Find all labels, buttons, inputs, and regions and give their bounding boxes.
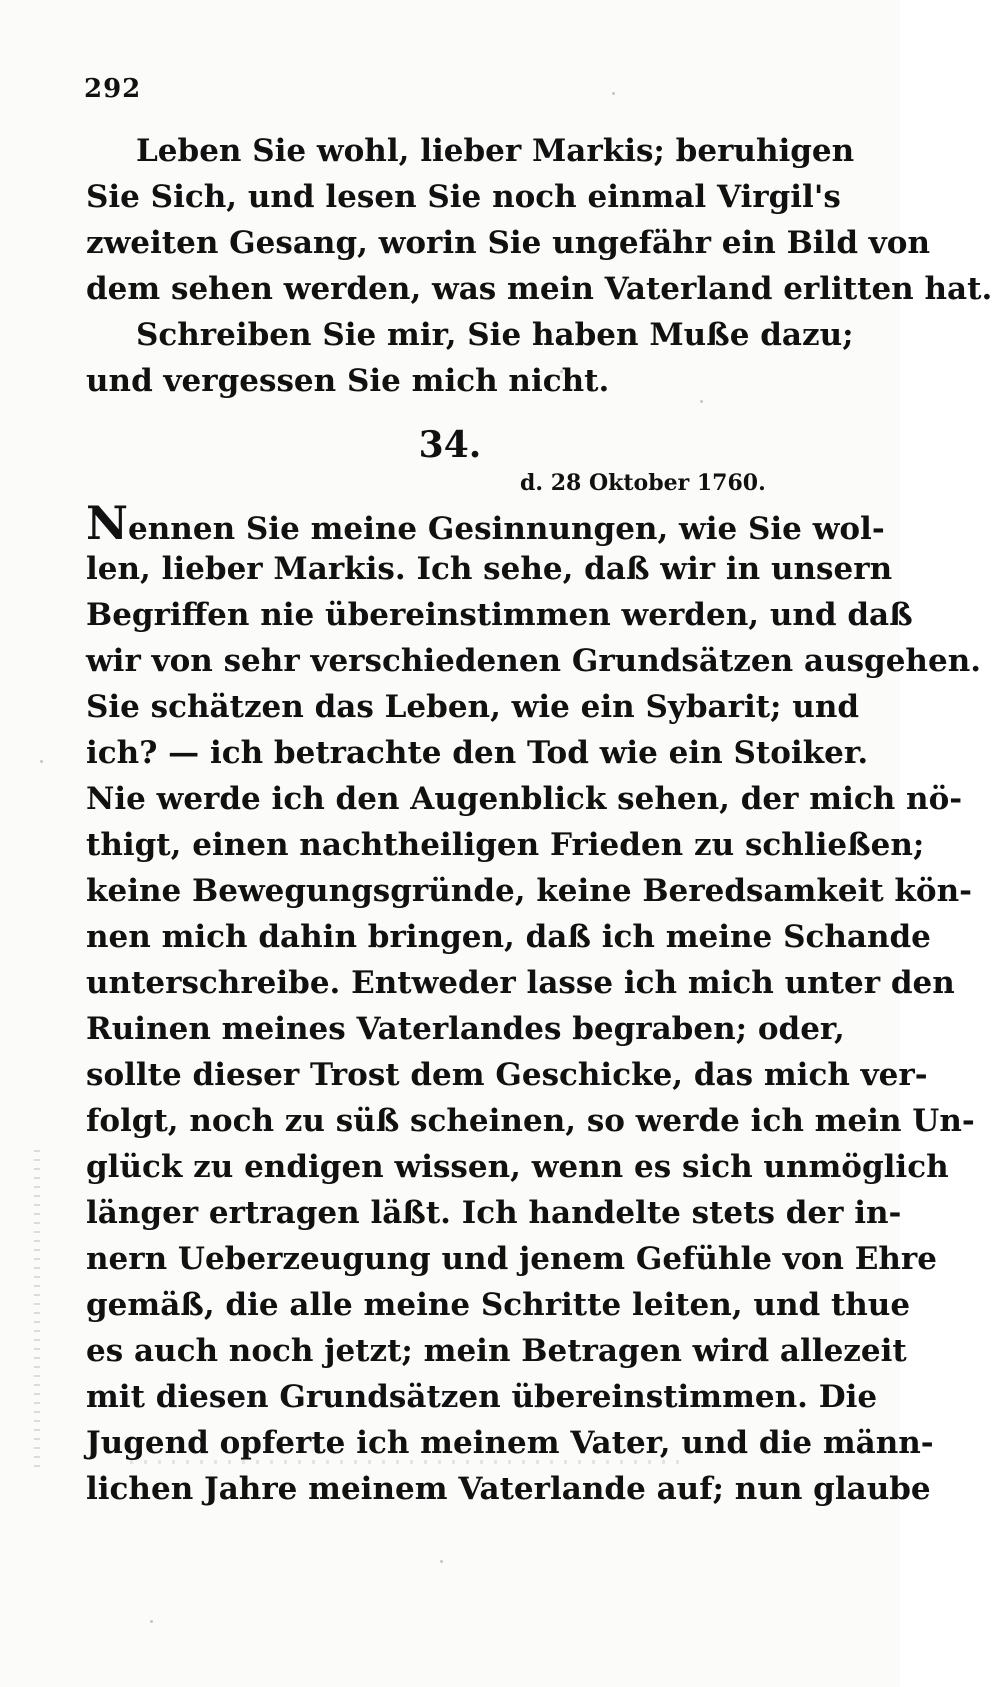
letter-dateline: d. 28 Oktober 1760. [520, 470, 766, 496]
paper-speck [440, 1560, 443, 1563]
margin-stain [34, 1150, 40, 1470]
text-line: Leben Sie wohl, lieber Markis; beruhigen [136, 133, 855, 169]
text-line: keine Bewegungsgründe, keine Beredsamkeit kön- [86, 873, 972, 909]
text-line: zweiten Gesang, worin Sie ungefähr ein Bild von [86, 225, 931, 261]
text-line-rest: ennen Sie meine Gesinnungen, wie Sie wol- [128, 511, 885, 547]
paper-speck [150, 1620, 153, 1623]
text-line: gemäß, die alle meine Schritte leiten, und thue [86, 1287, 911, 1323]
text-line: länger ertragen läßt. Ich handelte stets der in- [86, 1195, 902, 1231]
paper-speck [612, 92, 615, 95]
text-line: ich? — ich betrachte den Tod wie ein Stoiker. [86, 735, 869, 771]
text-line: Sie schätzen das Leben, wie ein Sybarit; und [86, 689, 860, 725]
text-line: nen mich dahin bringen, daß ich meine Schande [86, 919, 931, 955]
text-line: folgt, noch zu süß scheinen, so werde ich mein Un- [86, 1103, 975, 1139]
text-line: Ruinen meines Vaterlandes begraben; oder, [86, 1011, 845, 1047]
text-line: unterschreibe. Entweder lasse ich mich unter den [86, 965, 955, 1001]
text-line: lichen Jahre meinem Vaterlande auf; nun glaube [86, 1471, 931, 1507]
text-line-first [86, 496, 885, 550]
text-line: Nie werde ich den Augenblick sehen, der mich nö- [86, 781, 963, 817]
paper-speck [40, 760, 43, 763]
text-line: thigt, einen nachtheiligen Frieden zu schließen; [86, 827, 925, 863]
text-line: len, lieber Markis. Ich sehe, daß wir in unsern [86, 551, 893, 587]
text-line: sollte dieser Trost dem Geschicke, das mich ver- [86, 1057, 928, 1093]
closing-paragraphs [86, 128, 992, 404]
letter-body [86, 496, 982, 1512]
drop-cap: N [86, 496, 129, 550]
text-line: glück zu endigen wissen, wenn es sich unmöglich [86, 1149, 949, 1185]
text-line: mit diesen Grundsätzen übereinstimmen. Die [86, 1379, 878, 1415]
text-line: und vergessen Sie mich nicht. [86, 363, 610, 399]
text-line: Schreiben Sie mir, Sie haben Muße dazu; [136, 317, 854, 353]
text-line: Jugend opferte ich meinem Vater, und die männ- [86, 1425, 934, 1461]
text-line: nern Ueberzeugung und jenem Gefühle von Ehre [86, 1241, 937, 1277]
text-line: Sie Sich, und lesen Sie noch einmal Virgil's [86, 179, 841, 215]
text-line: Begriffen nie übereinstimmen werden, und daß [86, 597, 913, 633]
page-number: 292 [84, 74, 142, 104]
letter-number: 34. [418, 424, 482, 466]
text-line: es auch noch jetzt; mein Betragen wird allezeit [86, 1333, 907, 1369]
text-line: dem sehen werden, was mein Vaterland erlitten hat. [86, 271, 992, 307]
text-line: wir von sehr verschiedenen Grundsätzen ausgehen. [86, 643, 982, 679]
